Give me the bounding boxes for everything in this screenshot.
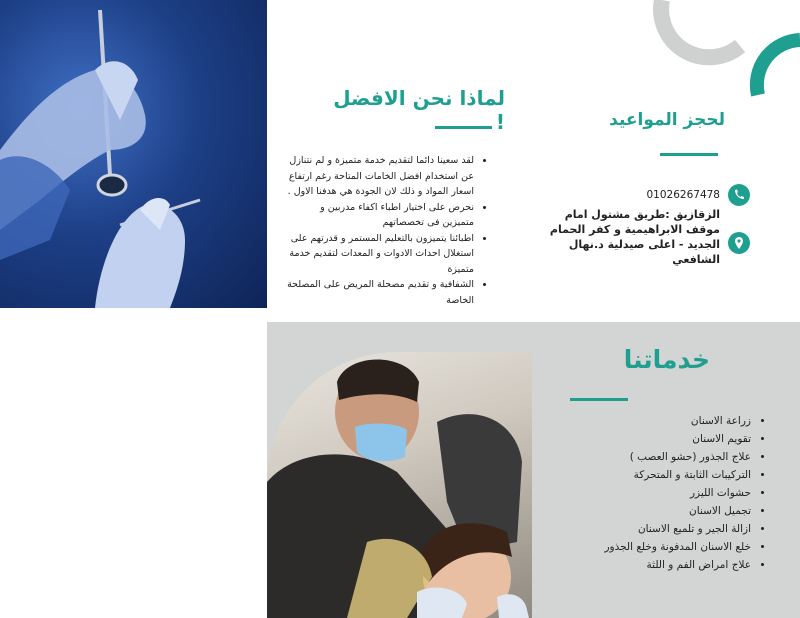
clinic-address: الزقازيق :طريق مشتول امام موقف الابراهيمية و كفر الحمام الجديد - اعلى صيدلية د.نهال الشافعي bbox=[549, 208, 720, 266]
why-points bbox=[286, 153, 488, 308]
booking-title: لحجز المواعيد bbox=[609, 110, 725, 130]
service-item: • خلع الاسنان المدفونة وخلع الجذور bbox=[560, 538, 751, 556]
booking-title-underline bbox=[660, 153, 718, 156]
services-title-underline bbox=[570, 398, 628, 401]
decorative-arcs bbox=[640, 0, 800, 110]
gloved-hands-illustration bbox=[0, 0, 267, 308]
service-item: • تقويم الاسنان bbox=[560, 430, 751, 448]
why-title: لماذا نحن الافضل ! bbox=[333, 86, 505, 134]
why-point: • نحرص على اختيار اطباء اكفاء مدربين و متميزين فى تخصصاتهم bbox=[286, 200, 474, 231]
lower-left-blank bbox=[0, 308, 267, 618]
why-title-underline bbox=[435, 126, 492, 129]
dentist-child-photo bbox=[267, 352, 532, 618]
service-item: • علاج الجذور (حشو العصب ) bbox=[560, 448, 751, 466]
phone-glyph-icon bbox=[728, 184, 750, 206]
service-item: • ازالة الجير و تلميع الاسنان bbox=[560, 520, 751, 538]
service-item: • التركيبات الثابتة و المتحركة bbox=[560, 466, 751, 484]
dentist-child-illustration bbox=[267, 352, 532, 618]
service-item: • زراعة الاسنان bbox=[560, 412, 751, 430]
why-point: • الشفافية و تقديم مصحلة المريض على المصلحة الخاصة bbox=[286, 277, 474, 308]
dental-tools-photo bbox=[0, 0, 267, 308]
location-glyph-icon bbox=[728, 232, 750, 254]
service-item: • تجميل الاسنان bbox=[560, 502, 751, 520]
phone-icon[interactable] bbox=[728, 184, 750, 206]
why-point: • لقد سعينا دائما لتقديم خدمة متميزة و لم نتنازل عن استخدام افضل الخامات المتاحة رغم ارتفاع اسعار المواد و ذلك لان الجودة هي هدفنا الاول . bbox=[286, 153, 474, 200]
service-item: • حشوات الليزر bbox=[560, 484, 751, 502]
why-point: • اطبائنا يتميزون بالتعليم المستمر و قدرتهم على استغلال احداث الادوات و المعدات لتقديم خدمة متميزة bbox=[286, 231, 474, 278]
services-list bbox=[560, 412, 765, 574]
location-pin-icon[interactable] bbox=[728, 232, 750, 254]
services-title: خدماتنا bbox=[623, 345, 710, 374]
service-item: • علاج امراض الفم و اللثة bbox=[560, 556, 751, 574]
phone-number[interactable]: 01026267478 bbox=[646, 189, 720, 201]
